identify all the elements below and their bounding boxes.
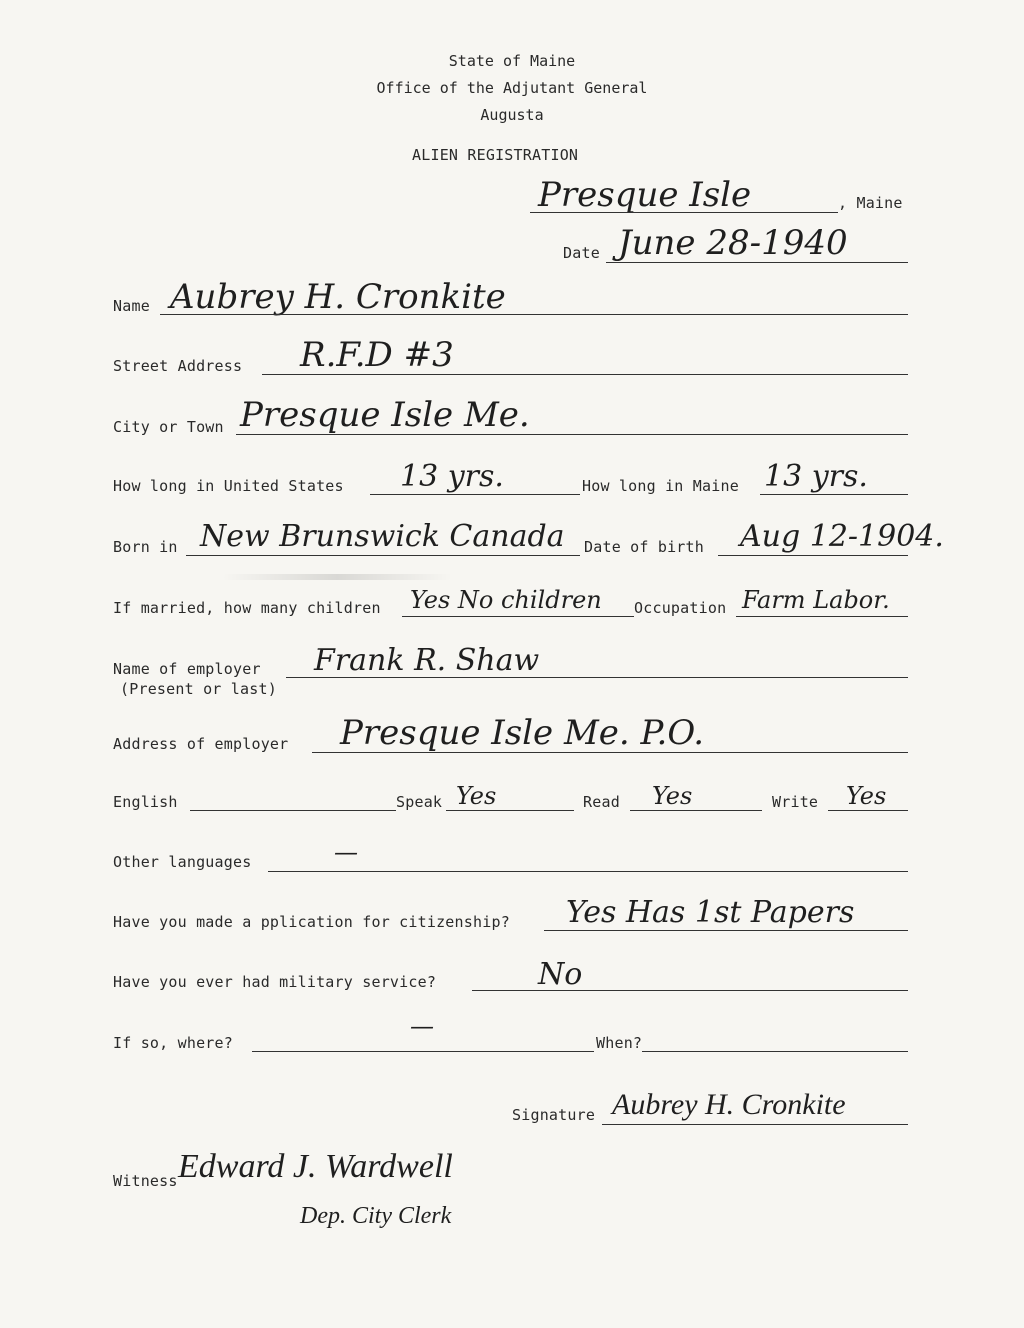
name-handwritten: Aubrey H. Cronkite	[170, 277, 506, 317]
if-so-where-handwritten: —	[410, 1012, 434, 1040]
date-of-birth-handwritten: Aug 12-1904.	[740, 519, 944, 554]
read-handwritten: Yes	[652, 782, 693, 810]
header-city: Augusta	[480, 106, 544, 124]
military-line	[472, 990, 908, 991]
date-line	[606, 262, 908, 263]
if-so-label: If so, where?	[113, 1034, 233, 1052]
how-long-us-label: How long in United States	[113, 477, 344, 495]
witness-handwritten: Edward J. Wardwell	[178, 1148, 453, 1185]
born-in-handwritten: New Brunswick Canada	[200, 519, 565, 554]
english-line	[190, 810, 396, 811]
ink-smudge	[222, 574, 452, 580]
children-handwritten: Yes No children	[410, 586, 602, 614]
english-label: English	[113, 793, 178, 811]
signature-label: Signature	[512, 1106, 596, 1124]
date-of-birth-line	[718, 555, 908, 556]
military-handwritten: No	[538, 957, 583, 992]
other-languages-handwritten: —	[334, 838, 358, 866]
write-line	[828, 810, 908, 811]
occupation-label: Occupation	[634, 599, 727, 617]
children-label: If married, how many children	[113, 599, 381, 617]
employer-address-label: Address of employer	[113, 735, 289, 753]
city-label: City or Town	[113, 418, 224, 436]
street-address-line	[262, 374, 908, 375]
if-so-line	[252, 1051, 594, 1052]
street-address-handwritten: R.F.D #3	[300, 335, 454, 375]
write-label: Write	[772, 793, 819, 811]
signature-handwritten: Aubrey H. Cronkite	[612, 1088, 846, 1121]
children-line	[402, 616, 634, 617]
employer-line	[286, 677, 908, 678]
date-of-birth-label: Date of birth	[584, 538, 704, 556]
military-label: Have you ever had military service?	[113, 973, 437, 991]
name-label: Name	[113, 297, 150, 315]
read-line	[630, 810, 762, 811]
how-long-maine-line	[760, 494, 908, 495]
header-office: Office of the Adjutant General	[376, 79, 648, 97]
place-line	[530, 212, 838, 213]
employer-sublabel: (Present or last)	[120, 680, 277, 698]
name-line	[160, 314, 908, 315]
header-state: State of Maine	[448, 52, 576, 70]
when-label: When?	[596, 1034, 643, 1052]
employer-label: Name of employer	[113, 660, 261, 678]
other-languages-label: Other languages	[113, 853, 252, 871]
how-long-us-line	[370, 494, 580, 495]
place-handwritten: Presque Isle	[538, 175, 752, 215]
witness-label: Witness	[113, 1172, 178, 1190]
witness-title-handwritten: Dep. City Clerk	[300, 1203, 452, 1229]
citizenship-label: Have you made a pplication for citizenship?	[113, 913, 510, 931]
signature-line	[602, 1124, 908, 1125]
city-line	[236, 434, 908, 435]
how-long-maine-handwritten: 13 yrs.	[764, 459, 868, 494]
born-in-label: Born in	[113, 538, 178, 556]
place-suffix: , Maine	[838, 194, 903, 212]
how-long-maine-label: How long in Maine	[582, 477, 739, 495]
occupation-line	[736, 616, 908, 617]
when-line	[642, 1051, 908, 1052]
read-label: Read	[583, 793, 620, 811]
employer-handwritten: Frank R. Shaw	[314, 643, 540, 678]
employer-address-handwritten: Presque Isle Me. P.O.	[340, 713, 705, 753]
date-handwritten: June 28-1940	[618, 223, 848, 263]
citizenship-handwritten: Yes Has 1st Papers	[566, 895, 855, 930]
form-title: ALIEN REGISTRATION	[412, 146, 579, 164]
other-languages-line	[268, 871, 908, 872]
speak-line	[446, 810, 574, 811]
write-handwritten: Yes	[846, 782, 887, 810]
street-address-label: Street Address	[113, 357, 243, 375]
born-in-line	[186, 555, 580, 556]
city-handwritten: Presque Isle Me.	[240, 395, 530, 435]
employer-address-line	[312, 752, 908, 753]
speak-label: Speak	[396, 793, 443, 811]
occupation-handwritten: Farm Labor.	[742, 586, 890, 614]
citizenship-line	[544, 930, 908, 931]
how-long-us-handwritten: 13 yrs.	[400, 459, 504, 494]
date-label: Date	[563, 244, 600, 262]
speak-handwritten: Yes	[456, 782, 497, 810]
